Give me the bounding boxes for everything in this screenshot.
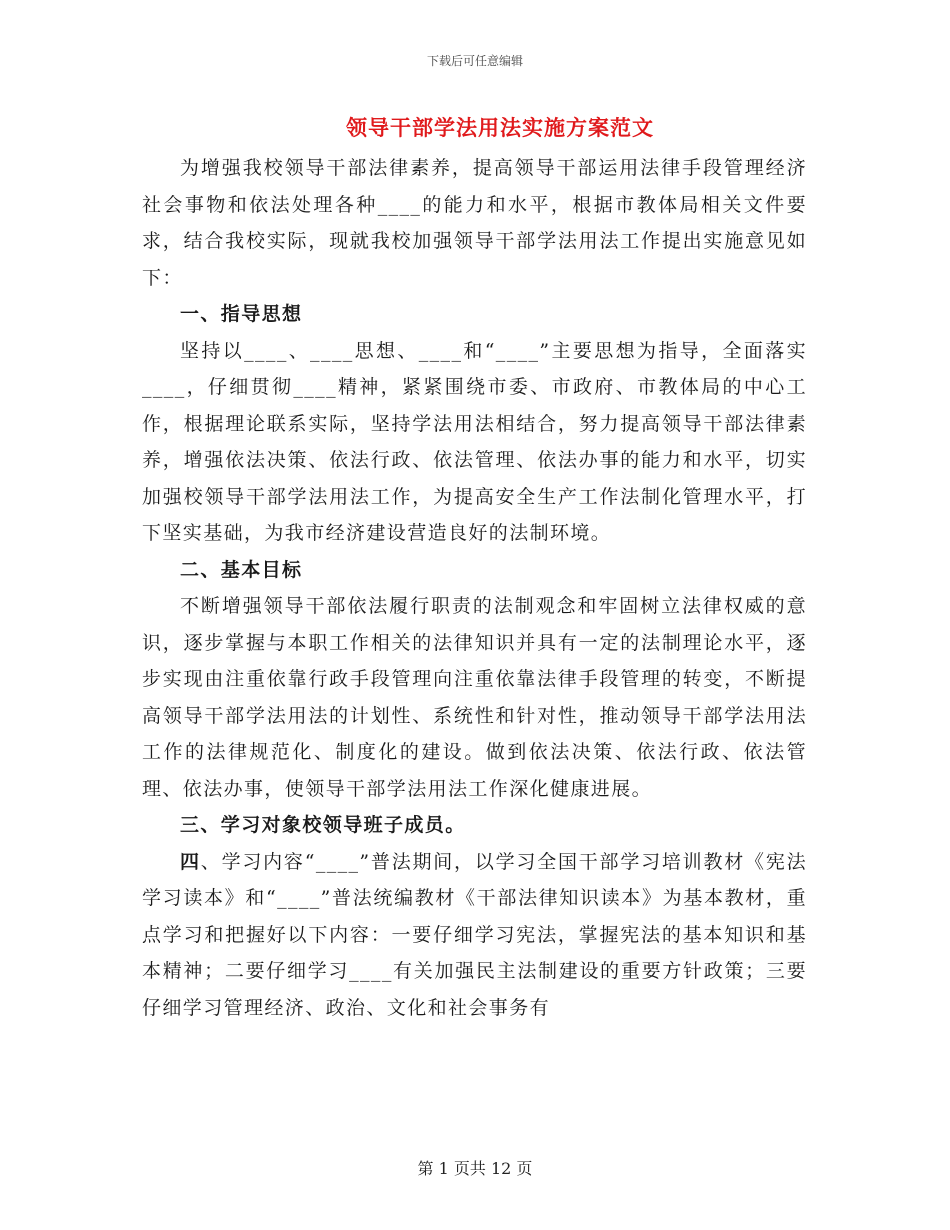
section-paragraph-2: 不断增强领导干部依法履行职责的法制观念和牢固树立法律权威的意识，逐步掌握与本职工作相关的法律知识并具有一定的法制理论水平，逐步实现由注重依靠行政手段管理向注重依靠法律手段管理的转变，不断提高领导干部学法用法的计划性、系统性和针对性，推动领导干部学法用法工作的法律规范化、制度化的建设。做到依法决策、依法行政、依法管理、依法办事，使领导干部学法用法工作深化健康进展。 xyxy=(142,595,807,800)
section-4-text: 、学习内容“____”普法期间，以学习全国干部学习培训教材《宪法学习读本》和“____”普法统编教材《干部法律知识读本》为基本教材，重点学习和把握好以下内容：一要仔细学习宪法，掌握宪法的基本知识和基本精神；二要仔细学习____有关加强民主法制建设的重要方针政策；三要仔细学习管理经济、政治、文化和社会事务有 xyxy=(142,850,808,1019)
document-title: 领导干部学法用法实施方案范文 xyxy=(346,115,654,140)
section-paragraph-4 xyxy=(142,844,807,1027)
section-heading-2: 二、基本目标 xyxy=(180,558,303,581)
page-footer: 第 1 页共 12 页 xyxy=(417,1159,533,1178)
section-heading-3: 三、学习对象校领导班子成员。 xyxy=(180,814,466,836)
section-4-number: 四 xyxy=(180,850,201,873)
header-note: 下载后可任意编辑 xyxy=(426,54,523,68)
document-body xyxy=(142,150,807,1026)
section-paragraph-1: 坚持以____、____思想、____和“____”主要思想为指导，全面落实____，仔细贯彻____精神，紧紧围绕市委、市政府、市教体局的中心工作，根据理论联系实际，坚持学法用法相结合，努力提高领导干部法律素养，增强依法决策、依法行政、依法管理、依法办事的能力和水平，切实加强校领导干部学法用法工作，为提高安全生产工作法制化管理水平，打下坚实基础，为我市经济建设营造良好的法制环境。 xyxy=(142,339,807,544)
intro-paragraph: 为增强我校领导干部法律素养，提高领导干部运用法律手段管理经济社会事物和依法处理各种____的能力和水平，根据市教体局相关文件要求，结合我校实际，现就我校加强领导干部学法用法工作提出实施意见如下： xyxy=(142,157,807,289)
section-heading-1: 一、指导思想 xyxy=(180,303,303,325)
